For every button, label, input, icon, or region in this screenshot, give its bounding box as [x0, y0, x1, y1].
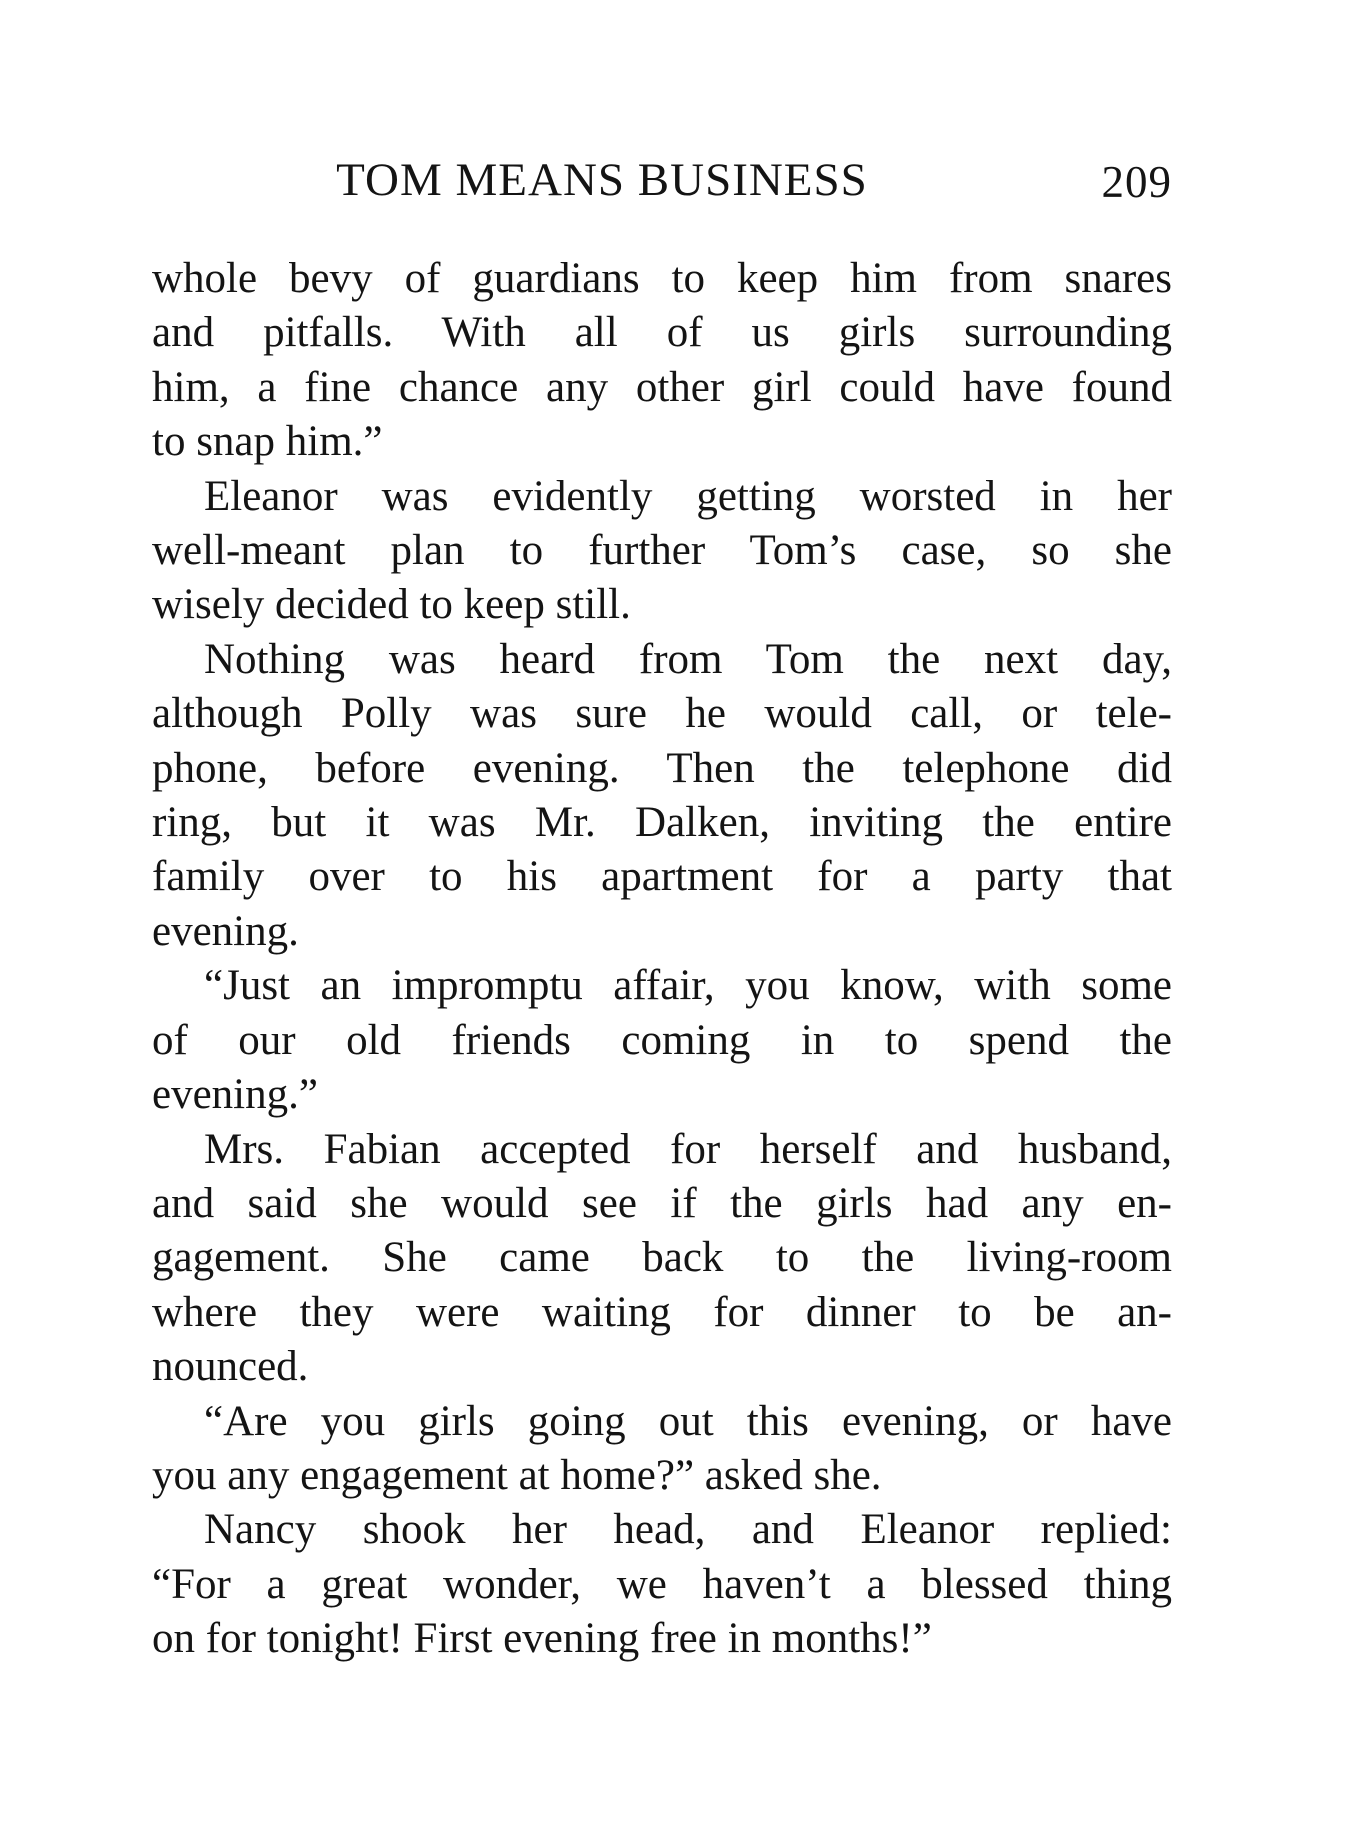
paragraph — [152, 252, 1172, 470]
running-title: TOM MEANS BUSINESS — [336, 154, 868, 206]
paragraph — [152, 1395, 1172, 1504]
body-text — [152, 252, 1172, 1667]
text-line: and pitfalls. With all of us girls surrounding — [152, 309, 1172, 357]
page-number: 209 — [1101, 157, 1172, 207]
text-line: and said she would see if the girls had any en- — [152, 1179, 1172, 1227]
text-line: to snap him.” — [152, 418, 383, 466]
text-line: although Polly was sure he would call, or tele- — [152, 690, 1172, 738]
text-line: of our old friends coming in to spend the — [152, 1016, 1172, 1064]
text-line: Mrs. Fabian accepted for herself and husband, — [204, 1125, 1172, 1173]
text-line: nounced. — [152, 1343, 309, 1391]
text-line: “Just an impromptu affair, you know, with some — [204, 962, 1172, 1010]
paragraph — [152, 959, 1172, 1122]
text-line: wisely decided to keep still. — [152, 581, 631, 629]
text-line: ring, but it was Mr. Dalken, inviting the entire — [152, 799, 1172, 847]
text-line: “Are you girls going out this evening, or have — [204, 1397, 1172, 1445]
paragraph — [152, 470, 1172, 633]
text-line: Nancy shook her head, and Eleanor replied: — [204, 1506, 1172, 1554]
text-line: evening.” — [152, 1071, 318, 1119]
text-line: Nothing was heard from Tom the next day, — [204, 635, 1172, 683]
text-line: well-meant plan to further Tom’s case, so she — [152, 527, 1172, 575]
paragraph — [152, 633, 1172, 959]
text-line: on for tonight! First evening free in months!” — [152, 1615, 932, 1663]
text-line: where they were waiting for dinner to be an- — [152, 1288, 1172, 1336]
text-line: phone, before evening. Then the telephone did — [152, 744, 1172, 792]
text-line: him, a fine chance any other girl could have found — [152, 363, 1172, 411]
text-line: gagement. She came back to the living-room — [152, 1234, 1172, 1282]
text-line: whole bevy of guardians to keep him from snares — [152, 255, 1172, 302]
text-line: “For a great wonder, we haven’t a blessed thing — [152, 1560, 1172, 1608]
paragraph — [152, 1123, 1172, 1395]
text-line: you any engagement at home?” asked she. — [152, 1451, 882, 1499]
text-line: Eleanor was evidently getting worsted in her — [204, 472, 1172, 520]
text-line: family over to his apartment for a party that — [152, 853, 1172, 901]
text-line: evening. — [152, 907, 299, 955]
running-head — [152, 150, 1172, 210]
paragraph — [152, 1503, 1172, 1666]
